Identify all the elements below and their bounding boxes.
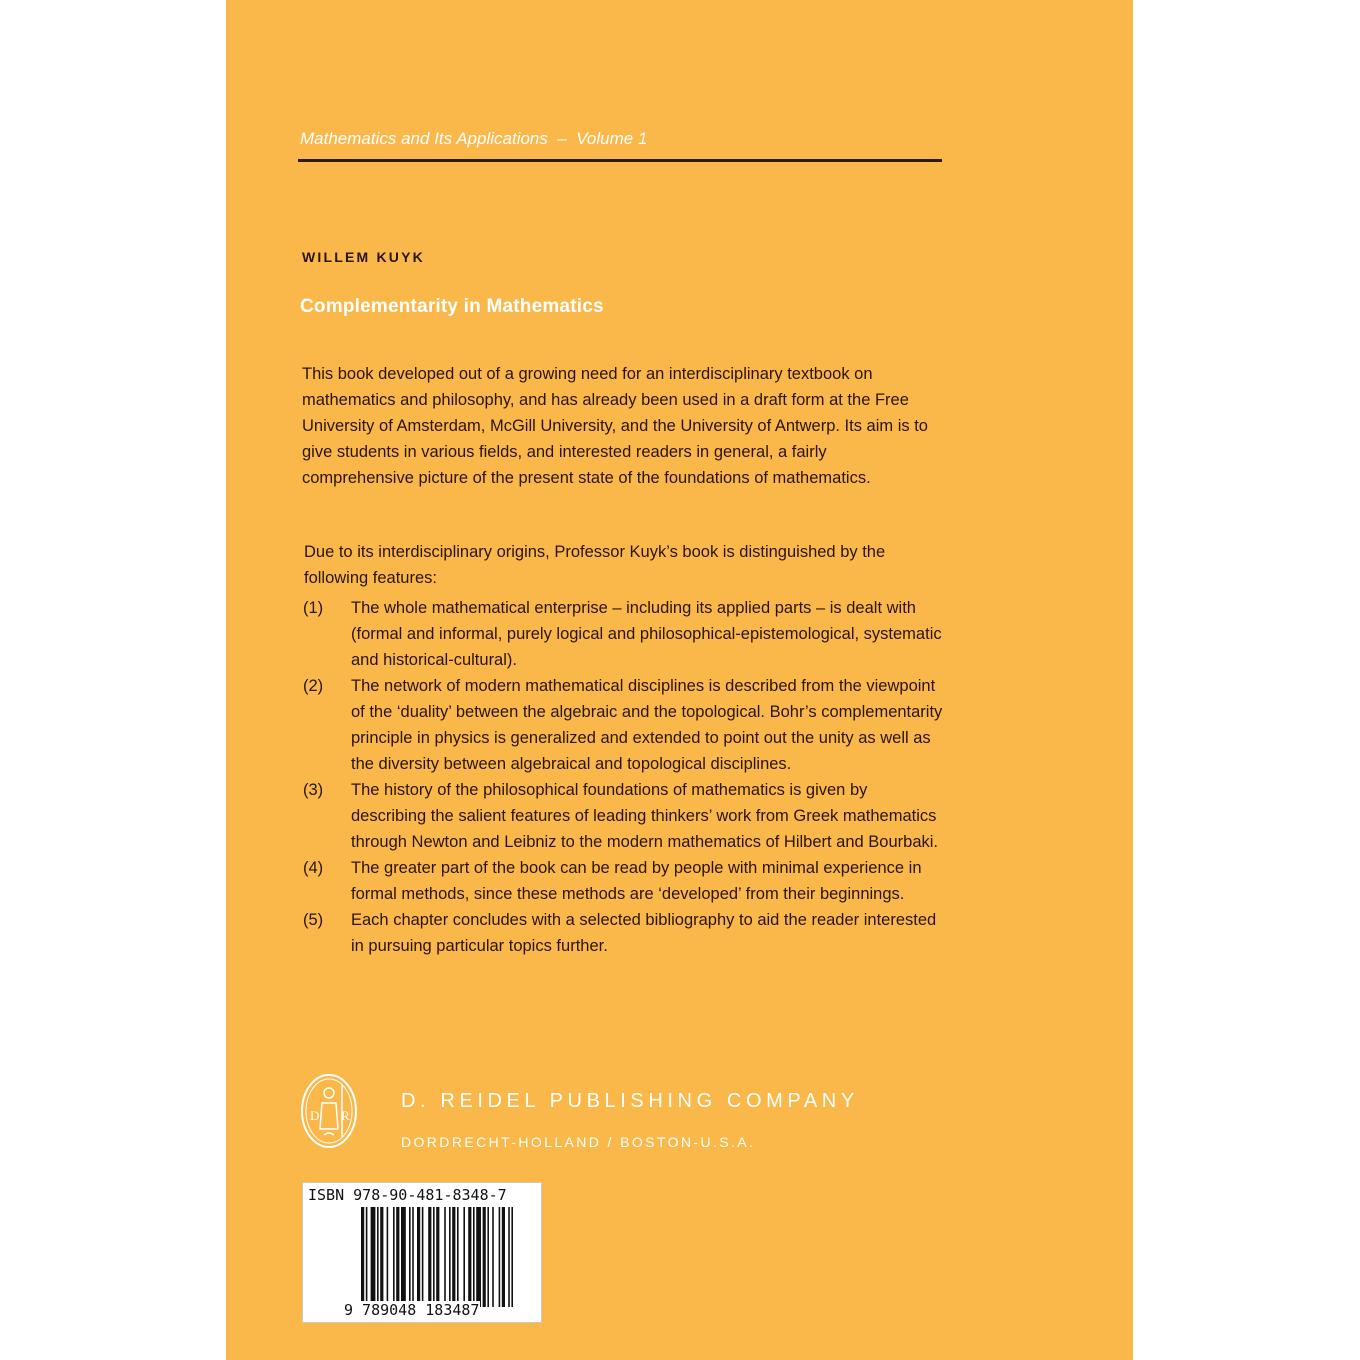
feature-text: Each chapter concludes with a selected bibliography to aid the reader interested in pursuing particular topics further. — [351, 911, 937, 955]
barcode-bar — [502, 1207, 505, 1307]
barcode-bar — [457, 1207, 459, 1307]
feature-item — [303, 855, 943, 907]
barcode-bar — [393, 1207, 395, 1307]
logo-letter-r: R — [341, 1108, 350, 1123]
barcode-bar — [396, 1207, 399, 1307]
feature-number: (1) — [303, 599, 324, 617]
feature-item — [303, 907, 943, 959]
barcode-bar — [377, 1207, 379, 1307]
feature-number: (3) — [303, 781, 324, 799]
barcode-bar — [444, 1207, 446, 1307]
publisher-logo-icon — [300, 1073, 358, 1149]
features-intro: Due to its interdisciplinary origins, Professor Kuyk’s book is distinguished by the following features: — [304, 543, 886, 587]
barcode-bar — [422, 1207, 424, 1307]
barcode-bar — [401, 1207, 406, 1307]
series-title: Mathematics and Its Applications – Volume 1 — [300, 129, 648, 148]
barcode-bar — [483, 1207, 486, 1307]
book-back-cover — [226, 0, 1133, 1360]
feature-number: (5) — [303, 911, 324, 929]
barcode-bar — [428, 1207, 431, 1307]
publisher-location: DORDRECHT-HOLLAND / BOSTON-U.S.A. — [401, 1134, 756, 1150]
barcode-bar — [409, 1207, 411, 1307]
feature-item — [303, 777, 943, 855]
author-name: WILLEM KUYK — [302, 249, 425, 265]
barcode-bar — [412, 1207, 414, 1307]
feature-text: The network of modern mathematical disciplines is described from the viewpoint of the ‘duality’ between the algebraic and the topological. Bohr’s complementarity principle in physics is generalized and extended to point out the unity as well as the diversity between algebraical and topological disciplines. — [351, 677, 943, 773]
feature-item — [303, 595, 943, 673]
barcode-bar — [433, 1207, 435, 1307]
isbn-barcode-box — [302, 1182, 542, 1323]
series-divider — [298, 159, 942, 162]
feature-text: The history of the philosophical foundations of mathematics is given by describing the salient features of leading thinkers’ work from Greek mathematics through Newton and Leibniz to the modern mathematics of Hilbert and Bourbaki. — [351, 781, 938, 851]
feature-item — [303, 673, 943, 777]
barcode-bar — [366, 1207, 368, 1307]
feature-text: The whole mathematical enterprise – including its applied parts – is dealt with (formal and informal, purely logical and philosophical-epistemological, systematic and historical-cultural). — [351, 599, 942, 669]
description-paragraph: This book developed out of a growing need for an interdisciplinary textbook on mathematics and philosophy, and has already been used in a draft form at the Free University of Amsterdam, McGill University, and the University of Antwerp. Its aim is to give students in various fields, and interested readers in general, a fairly comprehensive picture of the present state of the foundations of mathematics. — [302, 365, 928, 487]
barcode-bar — [492, 1207, 494, 1307]
barcode-bar — [380, 1207, 383, 1307]
barcode-bar — [371, 1207, 376, 1307]
barcode-bar — [449, 1207, 451, 1307]
barcode-bar — [452, 1207, 455, 1307]
barcode-bar — [436, 1207, 439, 1307]
feature-text: The greater part of the book can be read by people with minimal experience in formal methods, since these methods are ‘developed’ from their beginnings. — [351, 859, 922, 903]
isbn-label: ISBN 978-90-481-8348-7 — [308, 1186, 507, 1204]
barcode-bar — [499, 1207, 501, 1307]
barcode-bar — [476, 1207, 481, 1307]
features-list — [303, 595, 943, 959]
barcode-bar — [361, 1207, 364, 1307]
barcode-bar — [387, 1207, 389, 1307]
barcode-bar — [417, 1207, 420, 1307]
barcode-digits: 9 789048 183487 — [344, 1301, 480, 1319]
barcode-bar — [473, 1207, 475, 1307]
barcode-bar — [511, 1207, 513, 1307]
barcode-bar — [508, 1207, 510, 1307]
publisher-name: D. REIDEL PUBLISHING COMPANY — [401, 1090, 859, 1112]
book-title: Complementarity in Mathematics — [300, 296, 604, 317]
feature-number: (2) — [303, 677, 324, 695]
feature-number: (4) — [303, 859, 324, 877]
barcode-bar — [463, 1207, 465, 1307]
barcode-bar — [468, 1207, 471, 1307]
logo-letter-d: D — [310, 1108, 320, 1123]
barcode-bar — [487, 1207, 489, 1307]
